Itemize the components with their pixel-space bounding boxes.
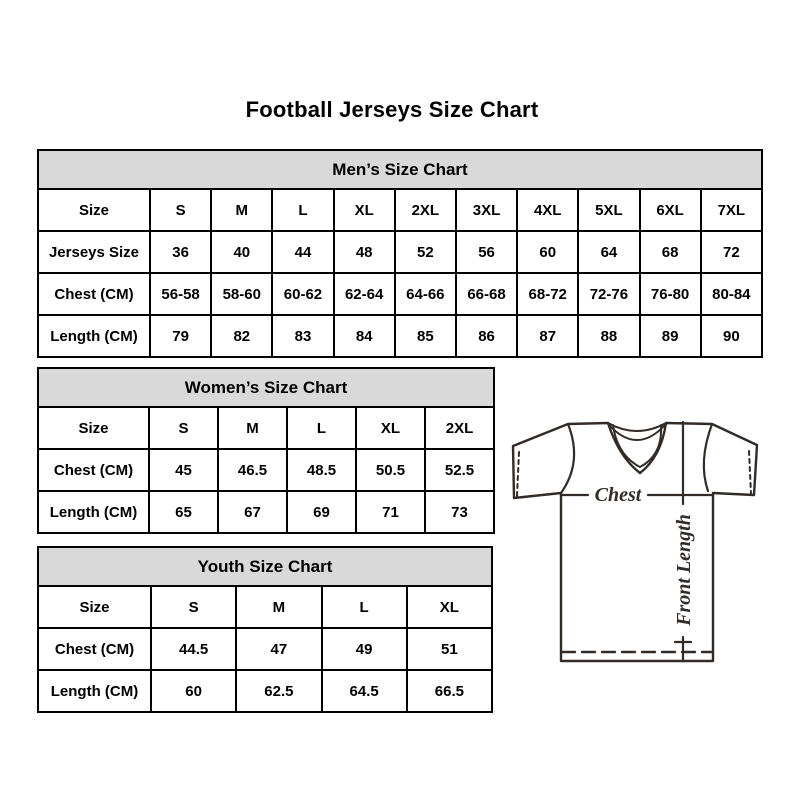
jersey-outline-shape [513, 423, 757, 661]
value-cell: L [272, 189, 333, 231]
value-cell: 58-60 [211, 273, 272, 315]
value-cell: S [151, 586, 236, 628]
value-cell: XL [356, 407, 425, 449]
chest-label: Chest [594, 484, 642, 506]
value-cell: 66-68 [456, 273, 517, 315]
value-cell: S [150, 189, 211, 231]
value-cell: 67 [218, 491, 287, 533]
table-row [38, 273, 762, 315]
value-cell: S [149, 407, 218, 449]
value-cell: 80-84 [701, 273, 762, 315]
row-label-cell: Chest (CM) [38, 273, 150, 315]
table-row [38, 586, 492, 628]
table-row [38, 449, 494, 491]
table-row [38, 315, 762, 357]
value-cell: 48 [334, 231, 395, 273]
table-row [38, 407, 494, 449]
value-cell: 83 [272, 315, 333, 357]
table-title: Men’s Size Chart [38, 150, 762, 189]
value-cell: 2XL [425, 407, 494, 449]
value-cell: 89 [640, 315, 701, 357]
value-cell: 69 [287, 491, 356, 533]
mens-size-table [37, 149, 763, 358]
value-cell: 56 [456, 231, 517, 273]
left-sleeve-seam [561, 424, 574, 493]
value-cell: 71 [356, 491, 425, 533]
row-label-cell: Size [38, 407, 149, 449]
value-cell: 45 [149, 449, 218, 491]
row-label-cell: Chest (CM) [38, 628, 151, 670]
value-cell: 62.5 [236, 670, 321, 712]
value-cell: 72-76 [578, 273, 639, 315]
table-title: Women’s Size Chart [38, 368, 494, 407]
value-cell: 60 [517, 231, 578, 273]
value-cell: 90 [701, 315, 762, 357]
value-cell: 62-64 [334, 273, 395, 315]
left-sleeve-stitch-dashes [517, 452, 519, 496]
page-title: Football Jerseys Size Chart [245, 97, 539, 122]
value-cell: 87 [517, 315, 578, 357]
size-table [37, 367, 495, 534]
table-title-row [38, 150, 762, 189]
front-length-label: Front Length [673, 514, 695, 626]
collar-opening-curve [608, 423, 666, 431]
value-cell: 2XL [395, 189, 456, 231]
value-cell: 72 [701, 231, 762, 273]
value-cell: 52 [395, 231, 456, 273]
value-cell: 84 [334, 315, 395, 357]
value-cell: 76-80 [640, 273, 701, 315]
value-cell: 36 [150, 231, 211, 273]
value-cell: 48.5 [287, 449, 356, 491]
value-cell: 56-58 [150, 273, 211, 315]
value-cell: 47 [236, 628, 321, 670]
right-sleeve-seam [704, 424, 712, 491]
value-cell: 73 [425, 491, 494, 533]
row-label-cell: Size [38, 189, 150, 231]
value-cell: 50.5 [356, 449, 425, 491]
value-cell: M [211, 189, 272, 231]
table-title: Youth Size Chart [38, 547, 492, 586]
value-cell: 60 [151, 670, 236, 712]
value-cell: 82 [211, 315, 272, 357]
value-cell: 86 [456, 315, 517, 357]
value-cell: 5XL [578, 189, 639, 231]
jersey-measurement-diagram [504, 410, 776, 674]
row-label-cell: Length (CM) [38, 315, 150, 357]
value-cell: 65 [149, 491, 218, 533]
value-cell: XL [407, 586, 492, 628]
table-row [38, 670, 492, 712]
value-cell: 52.5 [425, 449, 494, 491]
table-row [38, 628, 492, 670]
value-cell: 68 [640, 231, 701, 273]
value-cell: 6XL [640, 189, 701, 231]
value-cell: L [322, 586, 407, 628]
value-cell: 49 [322, 628, 407, 670]
table-title-row [38, 368, 494, 407]
value-cell: 85 [395, 315, 456, 357]
size-table [37, 149, 763, 358]
row-label-cell: Length (CM) [38, 491, 149, 533]
value-cell: 64.5 [322, 670, 407, 712]
value-cell: 79 [150, 315, 211, 357]
row-label-cell: Chest (CM) [38, 449, 149, 491]
value-cell: XL [334, 189, 395, 231]
table-row [38, 491, 494, 533]
value-cell: 64-66 [395, 273, 456, 315]
table-row [38, 189, 762, 231]
value-cell: 60-62 [272, 273, 333, 315]
value-cell: 7XL [701, 189, 762, 231]
value-cell: L [287, 407, 356, 449]
value-cell: 4XL [517, 189, 578, 231]
value-cell: M [236, 586, 321, 628]
value-cell: 40 [211, 231, 272, 273]
value-cell: 46.5 [218, 449, 287, 491]
womens-size-table [37, 367, 495, 534]
value-cell: M [218, 407, 287, 449]
table-title-row [38, 547, 492, 586]
value-cell: 64 [578, 231, 639, 273]
value-cell: 68-72 [517, 273, 578, 315]
right-sleeve-stitch-dashes [749, 451, 751, 494]
value-cell: 66.5 [407, 670, 492, 712]
value-cell: 44 [272, 231, 333, 273]
value-cell: 44.5 [151, 628, 236, 670]
row-label-cell: Jerseys Size [38, 231, 150, 273]
youth-size-table [37, 546, 493, 713]
value-cell: 3XL [456, 189, 517, 231]
row-label-cell: Size [38, 586, 151, 628]
value-cell: 51 [407, 628, 492, 670]
size-table [37, 546, 493, 713]
row-label-cell: Length (CM) [38, 670, 151, 712]
value-cell: 88 [578, 315, 639, 357]
table-row [38, 231, 762, 273]
